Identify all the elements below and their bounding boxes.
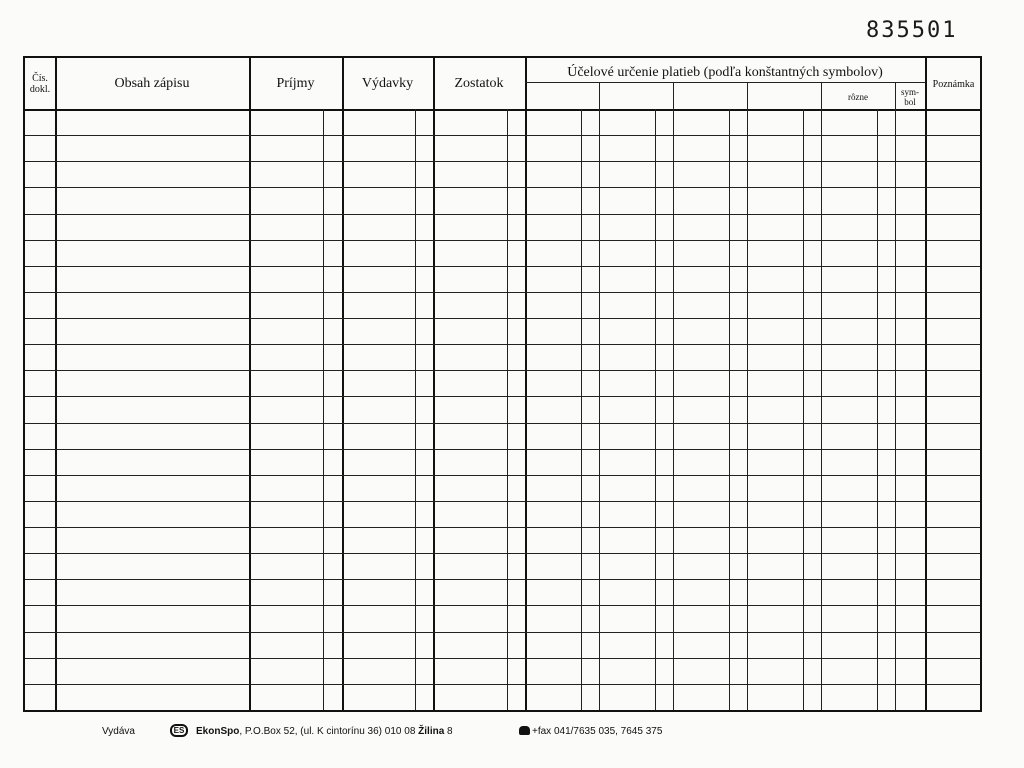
- row-divider: [25, 240, 980, 241]
- row-divider: [25, 292, 980, 293]
- row-divider: [25, 370, 980, 371]
- column-divider: [925, 58, 927, 710]
- row-divider: [25, 161, 980, 162]
- cents-divider: [415, 109, 416, 710]
- row-divider: [25, 449, 980, 450]
- publisher-address: , P.O.Box 52, (ul. K cintorínu 36) 010 08: [239, 726, 419, 737]
- column-divider: [433, 58, 435, 710]
- footer: [0, 726, 1024, 740]
- header-income: Príjmy: [276, 76, 315, 92]
- header-content: Obsah zápisu: [114, 76, 190, 92]
- column-divider: [342, 58, 344, 710]
- cents-divider: [655, 109, 656, 710]
- header-divider: [25, 109, 980, 111]
- header-note: Poznámka: [932, 78, 975, 90]
- row-divider: [25, 553, 980, 554]
- header-doc-number: Čís. dokl.: [29, 73, 51, 95]
- row-divider: [25, 605, 980, 606]
- row-divider: [25, 318, 980, 319]
- publisher-city-suffix: 8: [444, 726, 453, 737]
- cents-divider: [323, 109, 324, 710]
- header-balance: Zostatok: [454, 76, 504, 92]
- row-divider: [25, 266, 980, 267]
- cents-divider: [729, 109, 730, 710]
- ekonspo-logo-icon: ES: [170, 724, 188, 737]
- cents-divider: [581, 109, 582, 710]
- row-divider: [25, 632, 980, 633]
- header-purpose: Účelové určenie platieb (podľa konštantných symbolov): [567, 65, 883, 81]
- row-divider: [25, 344, 980, 345]
- ledger-table: [23, 56, 982, 712]
- contact-info: +fax 041/7635 035, 7645 375: [532, 726, 663, 737]
- column-divider: [525, 58, 527, 710]
- row-divider: [25, 684, 980, 685]
- publisher-city: Žilina: [418, 726, 445, 737]
- publisher-info: [196, 726, 453, 737]
- column-divider: [55, 58, 57, 710]
- row-divider: [25, 135, 980, 136]
- row-divider: [25, 396, 980, 397]
- header-symbol: sym- bol: [901, 87, 919, 107]
- header-expenses: Výdavky: [361, 76, 414, 92]
- row-divider: [25, 579, 980, 580]
- header-misc: rôzne: [848, 92, 868, 103]
- cents-divider: [803, 109, 804, 710]
- publisher-name: EkonSpo: [196, 726, 240, 737]
- row-divider: [25, 187, 980, 188]
- row-divider: [25, 475, 980, 476]
- row-divider: [25, 658, 980, 659]
- row-divider: [25, 527, 980, 528]
- serial-number: 835501: [866, 18, 958, 43]
- phone-icon: [519, 726, 530, 735]
- row-divider: [25, 214, 980, 215]
- row-divider: [25, 501, 980, 502]
- cents-divider: [877, 109, 878, 710]
- column-divider: [249, 58, 251, 710]
- purpose-divider: [525, 82, 925, 83]
- cents-divider: [507, 109, 508, 710]
- issued-by-label: Vydáva: [102, 726, 135, 737]
- row-divider: [25, 423, 980, 424]
